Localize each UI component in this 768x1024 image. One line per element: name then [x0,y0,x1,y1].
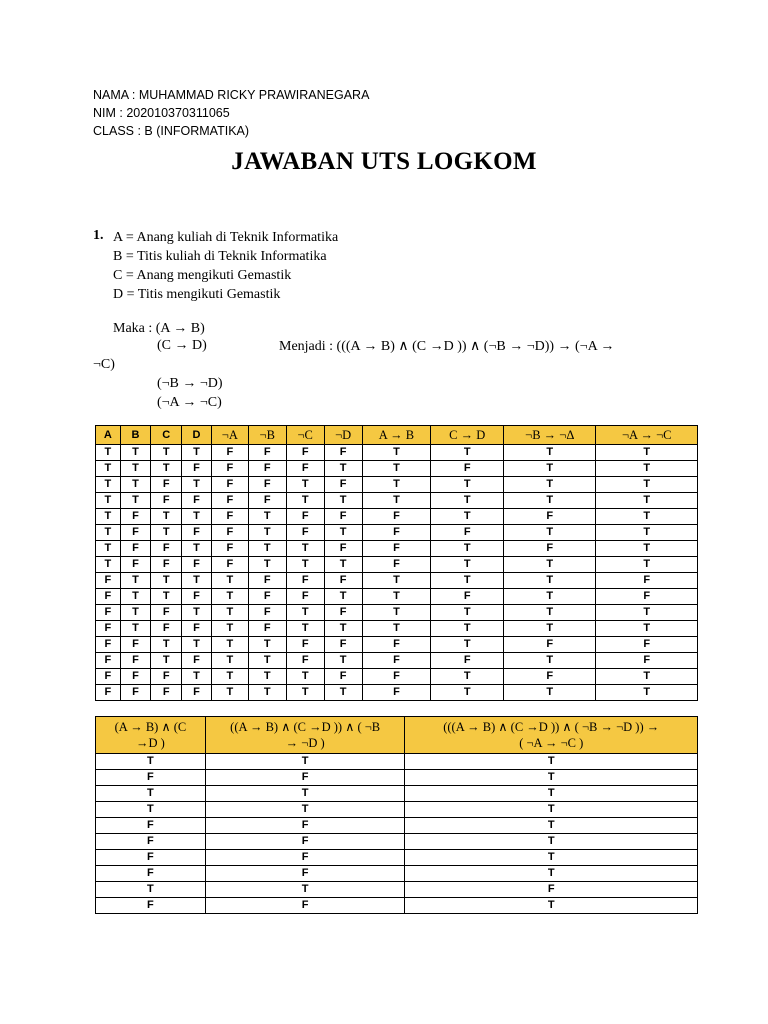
table-cell: T [286,685,324,701]
table-cell: T [362,573,431,589]
table-cell: T [248,653,286,669]
table-cell: T [96,557,121,573]
table-cell: T [431,493,504,509]
table-cell: T [120,493,151,509]
premise-4: (¬A → ¬C) [157,395,222,410]
table-cell: F [362,685,431,701]
table-cell: T [324,493,362,509]
table-cell: T [120,461,151,477]
table-row [96,589,698,605]
table-cell: T [211,637,248,653]
table-cell: F [596,589,698,605]
table-cell: F [248,477,286,493]
table-cell: T [211,573,248,589]
table-cell: F [324,669,362,685]
table-cell: T [324,461,362,477]
table-cell: T [596,525,698,541]
table-cell: T [182,509,212,525]
table-cell: T [504,653,596,669]
premise-1: Maka : (A → B) [113,321,205,336]
table-cell: F [211,477,248,493]
table-cell: T [405,898,698,914]
table-cell: F [405,882,698,898]
table-cell: F [596,637,698,653]
table-cell: F [96,898,206,914]
table-cell: T [504,557,596,573]
table-cell: F [324,637,362,653]
table-cell: F [182,589,212,605]
table-cell: T [431,477,504,493]
table-cell: F [96,621,121,637]
table-cell: T [431,669,504,685]
table-cell: F [96,605,121,621]
table-cell: T [362,477,431,493]
table-cell: F [205,850,405,866]
table-cell: F [120,653,151,669]
table-cell: F [286,461,324,477]
table-cell: F [205,898,405,914]
table-cell: T [405,850,698,866]
table1-header-cell: D [182,426,212,445]
table-cell: T [151,509,182,525]
table-cell: T [211,685,248,701]
table-cell: T [431,573,504,589]
table-cell: F [96,770,206,786]
table1-header-cell: ¬B [248,426,286,445]
truth-table-2-header [96,717,698,754]
definition-a: A = Anang kuliah di Teknik Informatika [113,230,339,245]
student-nim: NIM : 202010370311065 [93,106,230,120]
table-cell: T [286,605,324,621]
table-cell: T [596,445,698,461]
table-cell: F [248,445,286,461]
table-cell: T [362,621,431,637]
table-cell: F [96,818,206,834]
table-cell: F [324,477,362,493]
table-cell: F [596,573,698,589]
table-cell: F [151,605,182,621]
table-row [96,898,698,914]
definition-b: B = Titis kuliah di Teknik Informatika [113,249,327,264]
table-cell: F [182,493,212,509]
table2-header-cell: (A → B) ∧ (C →D ) [96,717,206,754]
table-cell: F [362,653,431,669]
table-row [96,605,698,621]
table-cell: F [504,541,596,557]
table-row [96,477,698,493]
table-cell: T [431,621,504,637]
definition-d: D = Titis mengikuti Gemastik [113,287,281,302]
table1-header-cell: C [151,426,182,445]
table-cell: F [596,653,698,669]
table-row [96,621,698,637]
table-cell: F [151,621,182,637]
student-info [93,86,369,140]
table-cell: T [596,493,698,509]
table-cell: T [431,637,504,653]
table2-header-cell: ((A → B) ∧ (C →D )) ∧ ( ¬B → ¬D ) [205,717,405,754]
table-cell: T [596,605,698,621]
table-cell: F [96,669,121,685]
combined-formula-cont: ¬C) [93,357,115,372]
table-cell: F [431,461,504,477]
table-cell: T [248,637,286,653]
table-cell: F [96,573,121,589]
table1-header-cell: A [96,426,121,445]
table-cell: F [151,557,182,573]
table-cell: T [286,557,324,573]
table-cell: F [96,834,206,850]
table-cell: T [596,669,698,685]
table-cell: T [211,589,248,605]
table-row [96,882,698,898]
table-cell: T [362,589,431,605]
table-cell: F [211,461,248,477]
table-cell: T [96,509,121,525]
table-cell: F [151,477,182,493]
table-cell: F [431,589,504,605]
table-cell: F [151,685,182,701]
table-cell: T [120,605,151,621]
table-cell: T [182,669,212,685]
table-cell: F [120,669,151,685]
table-cell: T [596,461,698,477]
table-cell: T [362,605,431,621]
table-cell: F [211,557,248,573]
table-cell: T [286,621,324,637]
table-cell: T [324,589,362,605]
table-cell: T [504,477,596,493]
table-cell: T [362,461,431,477]
definitions-list [113,228,338,304]
table-row [96,637,698,653]
table-cell: T [596,541,698,557]
table-row [96,802,698,818]
table-cell: T [96,786,206,802]
premise-2: (C → D) [157,338,207,353]
table-row [96,509,698,525]
table1-header-cell: A → B [362,426,431,445]
table-cell: F [182,621,212,637]
table-cell: T [405,770,698,786]
table-cell: T [431,445,504,461]
table-cell: F [248,493,286,509]
definition-c: C = Anang mengikuti Gemastik [113,268,292,283]
table1-header-cell: ¬B → ¬Δ [504,426,596,445]
table-cell: T [286,541,324,557]
table-cell: F [205,818,405,834]
table-cell: T [205,786,405,802]
table-row [96,557,698,573]
student-class: CLASS : B (INFORMATIKA) [93,124,250,138]
table-cell: F [248,605,286,621]
table-cell: T [431,509,504,525]
table-cell: F [362,525,431,541]
table-cell: T [248,541,286,557]
table-cell: F [431,653,504,669]
table-cell: T [324,653,362,669]
table-cell: T [431,685,504,701]
table-cell: F [286,445,324,461]
combined-formula: Menjadi : (((A → B) ∧ (C →D )) ∧ (¬B → ¬D)) → (¬A → [279,339,615,354]
table-cell: F [286,589,324,605]
table-cell: T [362,445,431,461]
table-cell: F [205,866,405,882]
table-cell: F [362,669,431,685]
table-cell: F [248,461,286,477]
truth-table-2 [95,716,698,914]
table-cell: T [431,541,504,557]
table-cell: F [151,669,182,685]
table-cell: T [596,685,698,701]
table-cell: T [211,669,248,685]
table-cell: T [182,445,212,461]
table2-header-cell: (((A → B) ∧ (C →D )) ∧ ( ¬B → ¬D )) → ( ¬A → ¬C ) [405,717,698,754]
question-number: 1. [93,228,104,243]
table1-header-cell: C → D [431,426,504,445]
table-cell: F [248,573,286,589]
table-cell: T [504,621,596,637]
table-cell: T [211,653,248,669]
table-cell: F [248,621,286,637]
table-cell: F [96,850,206,866]
table-cell: F [151,493,182,509]
table-cell: T [504,573,596,589]
table-cell: T [405,866,698,882]
table-cell: T [151,653,182,669]
table-row [96,786,698,802]
table-cell: F [286,525,324,541]
table-cell: T [151,525,182,541]
table-cell: F [96,653,121,669]
table-cell: F [248,589,286,605]
table-cell: F [205,770,405,786]
table-cell: F [324,541,362,557]
table-cell: F [96,685,121,701]
table-cell: T [151,637,182,653]
table-cell: F [324,509,362,525]
table-cell: T [182,477,212,493]
table-cell: T [504,525,596,541]
table-cell: T [596,509,698,525]
table-cell: T [120,621,151,637]
table-cell: T [182,605,212,621]
table-cell: T [596,557,698,573]
table-cell: F [120,637,151,653]
table-cell: T [405,818,698,834]
table-cell: F [205,834,405,850]
table-cell: T [120,573,151,589]
table1-header-cell: ¬C [286,426,324,445]
table-cell: T [151,589,182,605]
table-row [96,685,698,701]
table-cell: T [96,754,206,770]
table-cell: T [504,589,596,605]
table-cell: F [362,509,431,525]
table-cell: F [120,525,151,541]
table-cell: T [151,445,182,461]
table-cell: T [431,557,504,573]
table-cell: T [248,685,286,701]
table-cell: T [151,461,182,477]
table-cell: T [205,882,405,898]
student-name: NAMA : MUHAMMAD RICKY PRAWIRANEGARA [93,88,370,102]
table-cell: F [151,541,182,557]
table1-header-cell: ¬D [324,426,362,445]
table-cell: F [211,509,248,525]
table-cell: F [324,445,362,461]
table-cell: T [205,754,405,770]
table-cell: F [504,509,596,525]
table1-header-cell: ¬A → ¬C [596,426,698,445]
table-cell: F [324,573,362,589]
table-cell: T [120,477,151,493]
table-cell: T [596,621,698,637]
table-cell: T [120,589,151,605]
table-cell: F [96,866,206,882]
table-cell: T [211,621,248,637]
table-cell: F [362,557,431,573]
table-cell: T [96,802,206,818]
table-row [96,850,698,866]
table-cell: F [120,685,151,701]
table-cell: F [120,509,151,525]
table-cell: T [120,445,151,461]
table-cell: F [504,637,596,653]
table-cell: T [405,786,698,802]
table-cell: T [286,493,324,509]
table-row [96,770,698,786]
truth-table-1-header [96,426,698,445]
premise-3: (¬B → ¬D) [157,376,223,391]
table-cell: T [405,802,698,818]
table-cell: T [182,637,212,653]
table-cell: T [324,557,362,573]
table-cell: T [248,557,286,573]
table-cell: T [205,802,405,818]
table-cell: F [211,525,248,541]
table-cell: F [211,445,248,461]
table-cell: T [504,605,596,621]
table-cell: T [504,445,596,461]
table-row [96,573,698,589]
table-cell: F [182,461,212,477]
table-cell: F [96,637,121,653]
table-cell: T [96,525,121,541]
table-cell: T [96,445,121,461]
table-row [96,461,698,477]
table-row [96,445,698,461]
table-cell: F [120,541,151,557]
table-cell: T [248,509,286,525]
table-cell: T [431,605,504,621]
table-cell: T [324,621,362,637]
table-row [96,818,698,834]
table-cell: F [182,525,212,541]
table-cell: F [286,573,324,589]
table-row [96,541,698,557]
table-cell: F [96,589,121,605]
table-cell: T [504,685,596,701]
table-cell: T [596,477,698,493]
table-cell: T [248,669,286,685]
page-title: JAWABAN UTS LOGKOM [231,148,537,175]
table-cell: F [324,605,362,621]
table-cell: F [182,653,212,669]
table-row [96,834,698,850]
table-cell: T [286,669,324,685]
table-cell: F [362,541,431,557]
table-row [96,653,698,669]
table-cell: F [182,685,212,701]
table-row [96,493,698,509]
table-cell: T [96,493,121,509]
table-row [96,525,698,541]
table-cell: T [182,573,212,589]
table-cell: T [324,525,362,541]
table-cell: F [211,493,248,509]
table-cell: T [405,754,698,770]
table-cell: T [324,685,362,701]
table-cell: T [405,834,698,850]
table-cell: T [362,493,431,509]
table-cell: F [120,557,151,573]
table-cell: F [362,637,431,653]
table-cell: F [504,669,596,685]
table-cell: F [286,509,324,525]
table-cell: F [286,637,324,653]
table-cell: T [151,573,182,589]
table-cell: T [96,541,121,557]
table-row [96,669,698,685]
table-row [96,754,698,770]
table1-header-cell: ¬A [211,426,248,445]
table-cell: F [182,557,212,573]
table-cell: F [211,541,248,557]
table-cell: T [211,605,248,621]
table-row [96,866,698,882]
truth-table-1 [95,425,698,701]
table-cell: T [504,461,596,477]
table-cell: T [504,493,596,509]
table-cell: T [96,461,121,477]
table1-header-cell: B [120,426,151,445]
table-cell: F [431,525,504,541]
table-cell: F [286,653,324,669]
table-cell: T [286,477,324,493]
table-cell: T [96,882,206,898]
table-cell: T [248,525,286,541]
table-cell: T [182,541,212,557]
table-cell: T [96,477,121,493]
